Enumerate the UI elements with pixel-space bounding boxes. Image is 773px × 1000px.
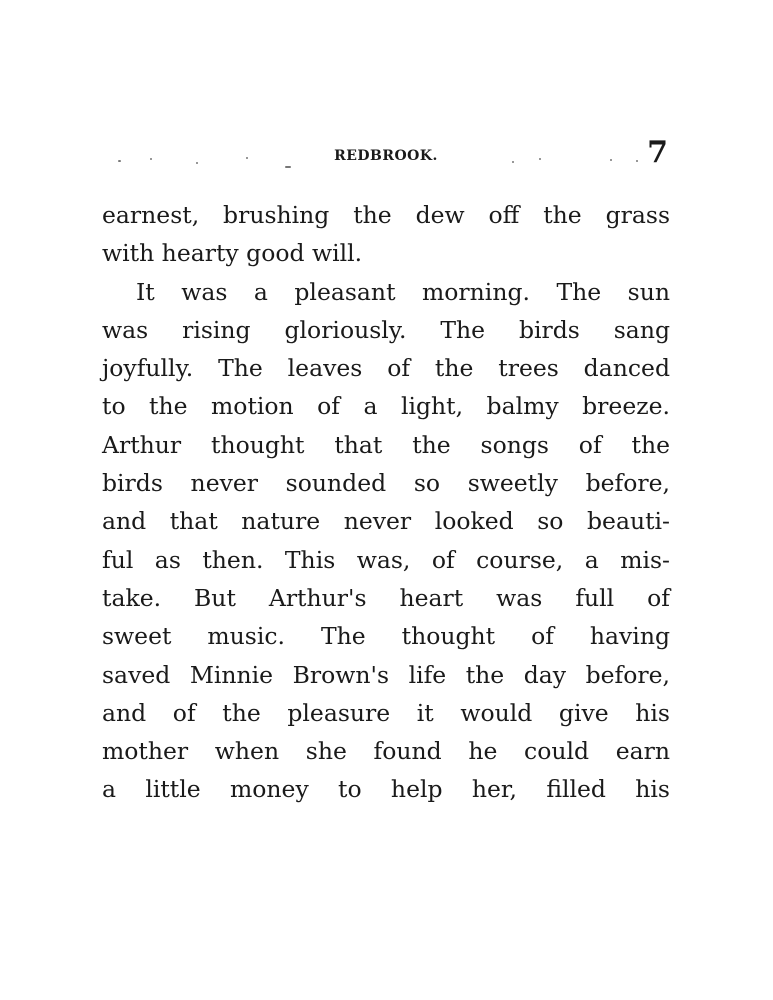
scan-speck — [246, 157, 248, 159]
text-line: to the motion of a light, balmy breeze. — [102, 392, 670, 421]
scan-speck — [118, 160, 121, 162]
text-line: ful as then. This was, of course, a mis- — [102, 545, 670, 574]
page-number: 7 — [647, 135, 668, 170]
scan-speck — [512, 161, 514, 163]
text-line: was rising gloriously. The birds sang — [102, 315, 670, 344]
running-title: REDBROOK. — [334, 148, 438, 164]
body-text — [102, 196, 670, 809]
text-line: and that nature never looked so beauti- — [102, 507, 670, 536]
text-line: joyfully. The leaves of the trees danced — [102, 354, 670, 383]
text-line: mother when she found he could earn — [102, 737, 670, 766]
text-line: earnest, brushing the dew off the grass — [102, 201, 670, 229]
text-line: with hearty good will. — [102, 239, 363, 268]
scan-speck — [285, 166, 291, 168]
text-line: It was a pleasant morning. The sun — [136, 277, 670, 306]
text-line: birds never sounded so sweetly before, — [102, 469, 670, 498]
text-line: and of the pleasure it would give his — [102, 698, 670, 727]
text-line: take. But Arthur's heart was full of — [102, 583, 670, 612]
text-line: Arthur thought that the songs of the — [102, 430, 670, 459]
scan-speck — [610, 159, 612, 161]
scan-speck — [196, 162, 198, 164]
running-header — [102, 135, 670, 178]
scan-speck — [150, 158, 152, 160]
scan-speck — [539, 158, 541, 160]
text-line: a little money to help her, filled his — [102, 775, 670, 804]
scan-speck — [636, 160, 638, 162]
text-line: saved Minnie Brown's life the day before, — [102, 660, 670, 689]
text-line: sweet music. The thought of having — [102, 622, 670, 651]
